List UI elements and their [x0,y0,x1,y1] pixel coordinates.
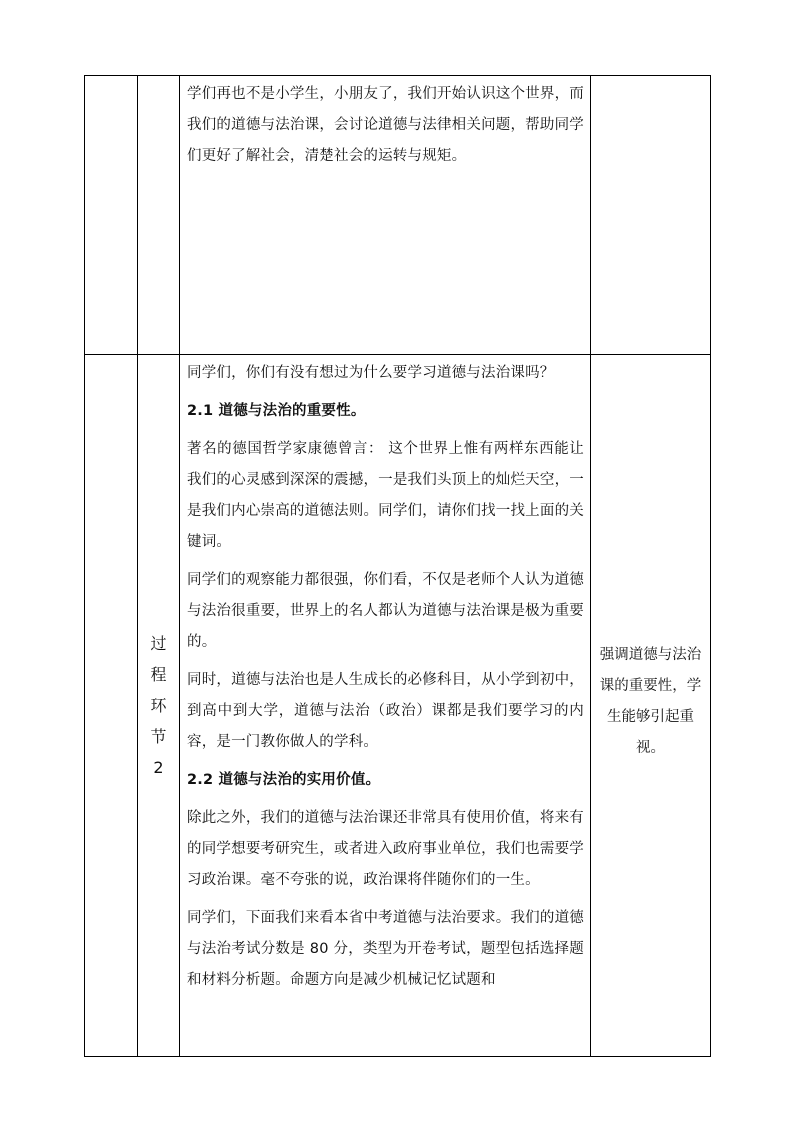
lesson-plan-table [84,75,711,1057]
table-row [85,355,711,1057]
paragraph: 学们再也不是小学生，小朋友了，我们开始认识这个世界，而我们的道德与法治课，会讨论道德与法律相关问题，帮助同学们更好了解社会，清楚社会的运转与规矩。 [187,86,584,164]
empty-cell [138,76,180,355]
paragraph: 著名的德国哲学家康德曾言： 这个世界上惟有两样东西能让我们的心灵感到深深的震撼，一是我们头顶上的灿烂天空，一是我们内心崇高的道德法则。同学们，请你们找一找上面的关键词。 [187,441,584,550]
paragraph: 同学们，你们有没有想过为什么要学习道德与法治课吗？ [187,365,555,381]
section-heading: 2.1 道德与法治的重要性。 [187,403,366,419]
empty-cell [85,355,138,1057]
paragraph: 同学们的观察能力都很强，你们看，不仅是老师个人认为道德与法治很重要，世界上的名人都认为道德与法治课是极为重要的。 [187,572,584,650]
empty-cell [85,76,138,355]
note-cell [591,355,711,1057]
section-heading: 2.2 道德与法治的实用价值。 [187,772,381,788]
empty-cell [591,76,711,355]
paragraph: 同时，道德与法治也是人生成长的必修科目，从小学到初中，到高中到大学，道德与法治（政治）课都是我们要学习的内容，是一门教你做人的学科。 [187,672,584,750]
teaching-note: 强调道德与法治课的重要性，学生能够引起重视。 [599,646,702,756]
paragraph: 同学们，下面我们来看本省中考道德与法治要求。我们的道德与法治考试分数是 80 分，类型为开卷考试，题型包括选择题和材料分析题。命题方向是减少机械记忆试题和 [187,910,584,988]
stage-cell [138,355,180,1057]
stage-label: 过程环节2 [150,634,167,777]
content-cell [180,76,591,355]
content-cell [180,355,591,1057]
table-row [85,76,711,355]
paragraph: 除此之外，我们的道德与法治课还非常具有使用价值，将来有的同学想要考研究生，或者进入政府事业单位，我们也需要学习政治课。毫不夸张的说，政治课将伴随你们的一生。 [187,810,584,888]
